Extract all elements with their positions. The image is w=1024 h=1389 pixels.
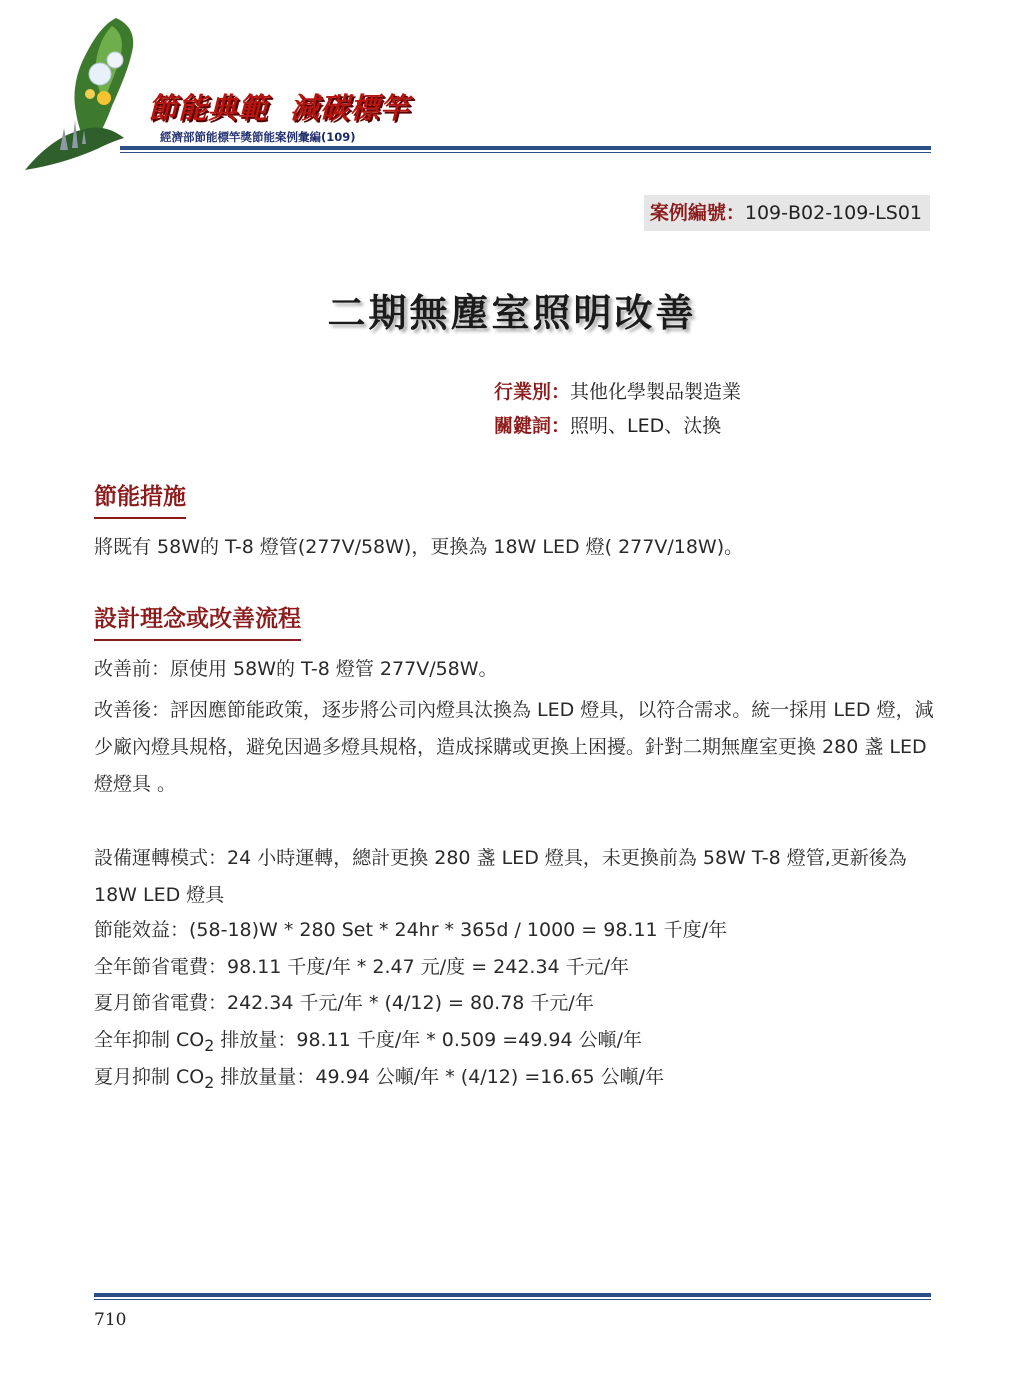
operation-mode-text: 設備運轉模式：24 小時運轉，總計更換 280 盞 LED 燈具，未更換前為 58W T-8 燈管,更新後為 18W LED 燈具 [94, 847, 907, 906]
section-title-design: 設計理念或改善流程 [94, 600, 301, 641]
page-number: 710 [94, 1310, 127, 1330]
header-divider [120, 146, 931, 150]
co2-subscript: 2 [204, 1072, 215, 1092]
header-divider-thin [120, 152, 931, 153]
taiwan-logo-icon [20, 10, 150, 180]
industry-label: 行業別： [494, 381, 571, 403]
brand-subtitle: 經濟部節能標竿獎節能案例彙編(109) [160, 130, 356, 144]
co2-subscript: 2 [204, 1035, 215, 1055]
energy-benefit-text: 節能效益：(58-18)W * 280 Set * 24hr * 365d / 1000 = 98.11 千度/年 [94, 919, 728, 941]
industry-value: 其他化學製品製造業 [570, 381, 742, 403]
keywords-label: 關鍵詞： [494, 415, 571, 437]
section-title-measures: 節能措施 [94, 478, 186, 519]
footer-divider [94, 1293, 931, 1297]
case-number [644, 195, 930, 231]
measures-text: 將既有 58W的 T-8 燈管(277V/58W)，更換為 18W LED 燈( 277V/18W)。 [94, 536, 744, 558]
annual-co2-text: 全年抑制 $CO_2$ 排放量：98.11 千度/年 * 0.509 =49.94 公噸/年 [94, 1029, 642, 1055]
brand-title: 節能典範 減碳標竿 [148, 91, 411, 125]
before-text: 改善前：原使用 58W的 T-8 燈管 277V/58W。 [94, 658, 498, 680]
keywords-value: 照明、LED、汰換 [570, 415, 722, 437]
case-number-label: 案例編號： [649, 202, 745, 224]
summer-saving-text: 夏月節省電費：242.34 千元/年 * (4/12) = 80.78 千元/年 [94, 992, 594, 1014]
footer-divider-thin [94, 1299, 931, 1300]
summer-co2-text: 夏月抑制 $CO_2$ 排放量量：49.94 公噸/年 * (4/12) =16.65 公噸/年 [94, 1066, 665, 1092]
industry-row [494, 377, 741, 404]
case-number-value: 109-B02-109-LS01 [744, 202, 922, 224]
after-text: 改善後：評因應節能政策，逐步將公司內燈具汰換為 LED 燈具，以符合需求。統一採用 LED 燈，減少廠內燈具規格，避免因過多燈具規格，造成採購或更換上困擾。針對二期無塵室更換 280 盞 LED 燈燈具 。 [94, 699, 934, 795]
keywords-row [494, 411, 721, 438]
annual-saving-text: 全年節省電費：98.11 千度/年 * 2.47 元/度 = 242.34 千元/年 [94, 956, 630, 978]
page-header [0, 0, 1024, 185]
page-title: 二期無塵室照明改善 [327, 291, 697, 335]
